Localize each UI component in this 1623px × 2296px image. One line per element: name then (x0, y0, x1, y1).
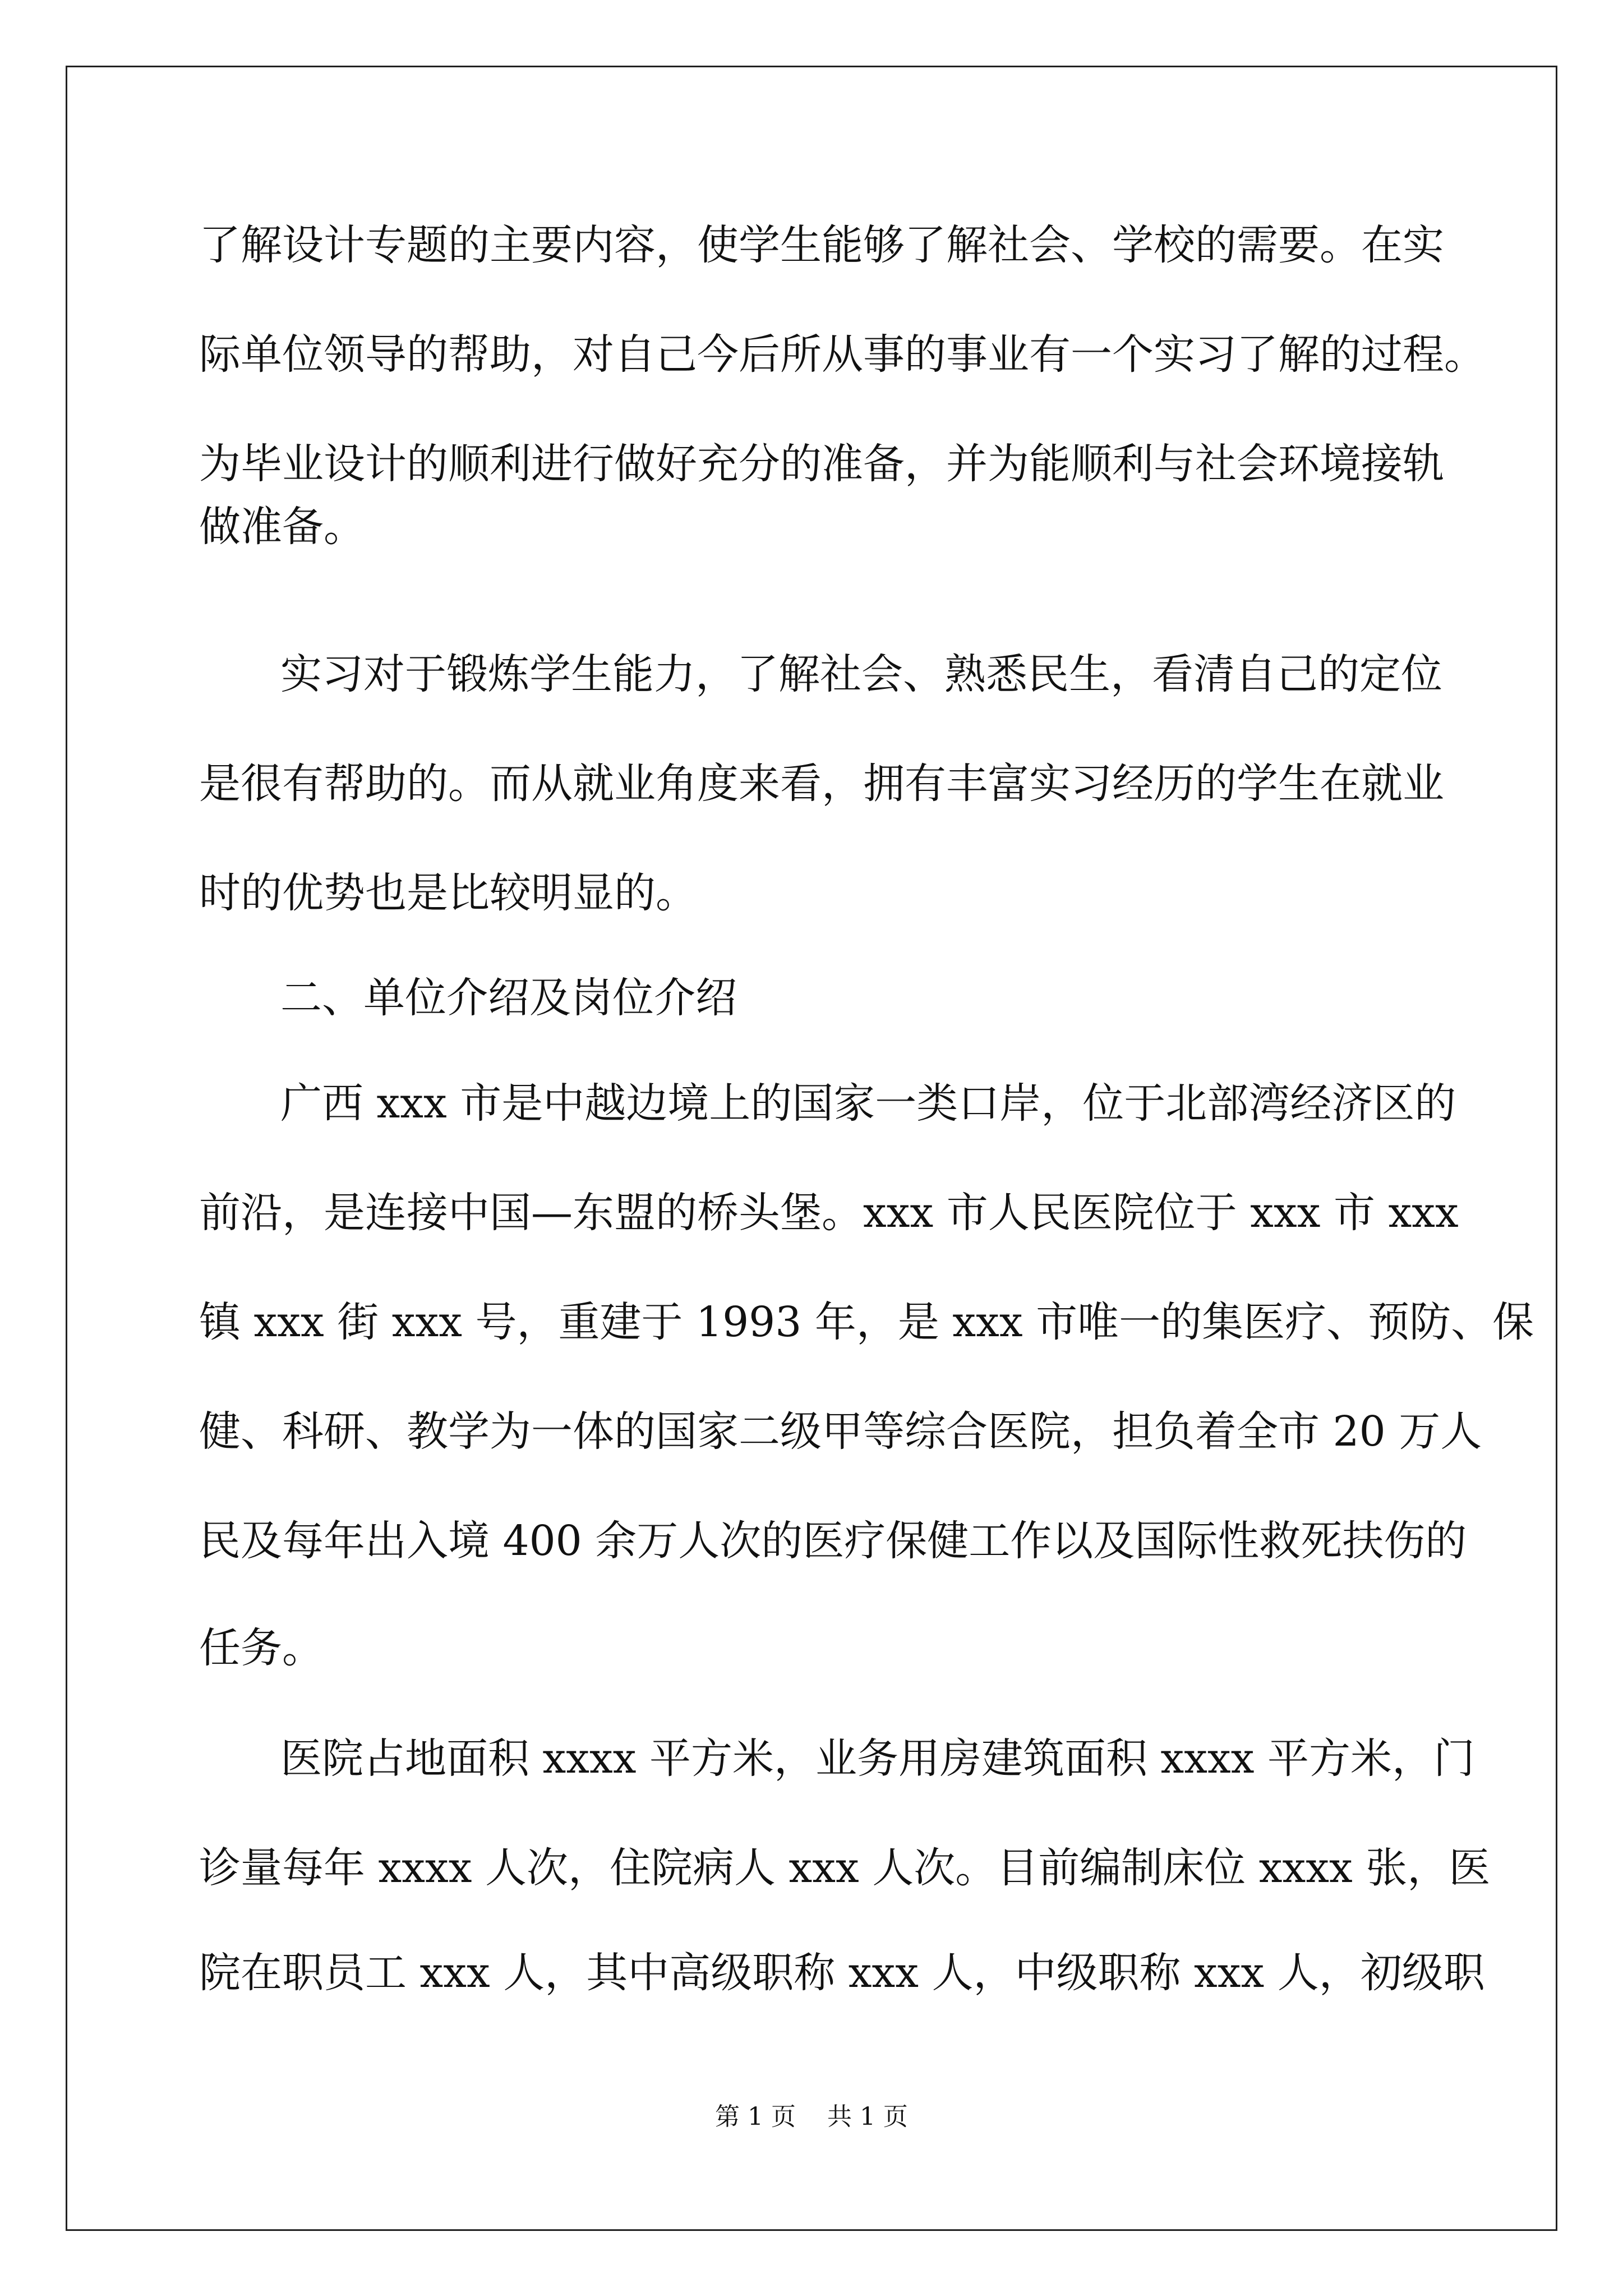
text-line: 广西 xxx 市是中越边境上的国家一类口岸，位于北部湾经济区的 (280, 1079, 1456, 1128)
text-line: 镇 xxx 街 xxx 号，重建于 1993 年，是 xxx 市唯一的集医疗、预防、保 (199, 1298, 1534, 1346)
page-border (66, 66, 1557, 2231)
text-line: 做准备。 (199, 503, 365, 551)
text-line: 医院占地面积 xxxx 平方米，业务用房建筑面积 xxxx 平方米，门 (280, 1734, 1475, 1783)
text-line: 是很有帮助的。而从就业角度来看，拥有丰富实习经历的学生在就业 (199, 760, 1444, 808)
text-line: 诊量每年 xxxx 人次，住院病人 xxx 人次。目前编制床位 xxxx 张，医 (199, 1844, 1491, 1892)
text-line: 健、科研、教学为一体的国家二级甲等综合医院，担负着全市 20 万人 (199, 1407, 1482, 1456)
section-heading: 二、单位介绍及岗位介绍 (280, 974, 737, 1022)
text-line: 民及每年出入境 400 余万人次的医疗保健工作以及国际性救死扶伤的 (199, 1517, 1467, 1565)
text-line: 际单位领导的帮助，对自己今后所从事的事业有一个实习了解的过程。 (199, 330, 1486, 379)
text-line: 为毕业设计的顺利进行做好充分的准备，并为能顺利与社会环境接轨 (199, 440, 1444, 488)
text-line: 实习对于锻炼学生能力，了解社会、熟悉民生，看清自己的定位 (280, 650, 1442, 698)
text-line: 任务。 (199, 1624, 324, 1672)
text-line: 院在职员工 xxx 人，其中高级职称 xxx 人，中级职称 xxx 人，初级职 (199, 1949, 1485, 1997)
page-number-footer: 第 1 页 共 1 页 (715, 2102, 908, 2131)
text-line: 前沿，是连接中国—东盟的桥头堡。xxx 市人民医院位于 xxx 市 xxx (199, 1189, 1459, 1237)
text-line: 时的优势也是比较明显的。 (199, 869, 697, 917)
text-line: 了解设计专题的主要内容，使学生能够了解社会、学校的需要。在实 (199, 221, 1444, 269)
